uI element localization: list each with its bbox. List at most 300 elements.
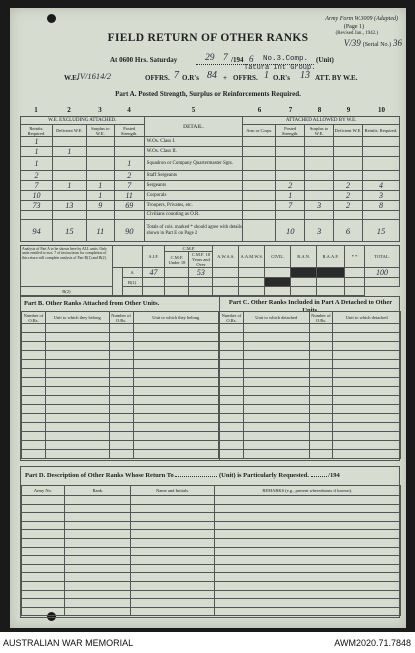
part-a-title: Part A. Posted Strength, Surplus or Reinforcements Required. [115,90,301,98]
blank-cell [45,351,109,360]
value-cell [334,211,363,220]
part-c-title: Part C. Other Ranks Included in Part A Detached to Other Units. [228,299,393,314]
totals-label: Totals of cols. marked * should agree with details shown in Part E on Page 2 [144,220,243,242]
footer-institution: AUSTRALIAN WAR MEMORIAL [3,638,134,648]
part-bc-box [20,296,400,461]
blank-cell [45,405,109,414]
blank-cell [65,590,131,599]
blank-cell [243,396,309,405]
value-cell: 7 [276,201,305,211]
analysis-cell [345,268,365,278]
blank-cell [45,441,109,450]
blank-cell [65,521,131,530]
blank-cell [131,564,215,573]
value-cell [52,171,86,181]
column-number: 5 [191,106,196,114]
footer-accession: AWM2020.71.7848 [334,638,411,648]
value-cell [243,147,276,157]
blank-cell [309,396,333,405]
analysis-cell [265,278,291,287]
part-d-title: Part D. Description of Other Ranks Whose Return To (Unit) is Particularly Requested. /194 [25,472,340,479]
value-cell [86,171,114,181]
value-cell [276,147,305,157]
column-header: Number of O.Rs. [109,312,133,324]
value-cell [363,171,400,181]
value-cell [363,137,400,147]
value-cell [305,157,334,171]
value-cell [276,157,305,171]
analysis-cell [265,268,291,278]
blank-cell [21,573,65,582]
part-a-table [20,116,400,242]
column-number: 9 [346,106,351,114]
blank-cell [45,324,109,333]
blank-cell [133,342,219,351]
blank-cell [22,333,46,342]
blank-cell [215,590,401,599]
plus-sign: + [223,74,227,82]
value-cell [243,181,276,191]
value-cell [334,147,363,157]
value-cell [334,137,363,147]
blank-cell [109,378,133,387]
value-cell: 10 [21,191,53,201]
analysis-cell [239,287,265,296]
column-header: Posted Strength. [276,125,305,137]
column-header: Deficient W.E. [334,125,363,137]
value-cell [114,137,144,147]
blank-cell [309,333,333,342]
blank-cell [109,387,133,396]
blank-cell [109,405,133,414]
value-cell [21,211,53,220]
blank-cell [131,581,215,590]
blank-cell [215,573,401,582]
value-cell: 3 [363,191,400,201]
value-cell [334,157,363,171]
blank-cell [333,351,401,360]
blank-cell [109,360,133,369]
value-cell [86,147,114,157]
blank-cell [333,423,401,432]
analysis-cell [122,287,142,296]
row-detail-label: Squadron or Company Quartermaster Sgts. [144,157,243,171]
column-header: Deficient W.E. [52,125,86,137]
blank-cell [21,521,65,530]
column-number: 4 [127,106,131,114]
serial-number: V/39 (Serial No.) 36 [343,38,402,48]
analysis-header: * * [345,246,365,268]
blank-cell [220,414,244,423]
total-cell [243,220,276,242]
blank-cell [333,441,401,450]
analysis-header: C.M.F. [165,246,213,252]
column-header: Arm or Corps. [243,125,276,137]
column-header: Surplus to W.E. [305,125,334,137]
blank-cell [220,423,244,432]
blank-cell [220,450,244,459]
blank-cell [133,432,219,441]
blank-cell [243,405,309,414]
blank-cell [45,378,109,387]
blank-cell [133,423,219,432]
blank-cell [21,513,65,522]
blank-cell [243,423,309,432]
blank-cell [243,387,309,396]
att-by-we-label: ATT. BY W.E. [315,74,358,82]
blank-cell [333,369,401,378]
column-header: Reinfts. Required. [21,125,53,137]
at-hours-label: At 0600 Hrs. Saturday [110,56,178,64]
blank-cell [65,556,131,565]
value-cell: 1 [21,157,53,171]
column-header: Surplus to W.E. [86,125,114,137]
analysis-table [20,245,400,296]
blank-cell [45,450,109,459]
analysis-header: C.M.F. 18 Years and Over [189,252,213,268]
offrs-value: 7 [174,70,179,81]
ors-label: O.R's [182,74,199,82]
blank-cell [220,405,244,414]
page-number: (Page 1) [343,24,364,30]
column-number: 6 [257,106,262,114]
value-cell: 1 [52,147,86,157]
analysis-cell [345,278,365,287]
blank-cell [21,496,65,505]
blank-cell [215,513,401,522]
ors2-value: 13 [300,70,310,81]
value-cell: 1 [21,147,53,157]
blank-cell [309,360,333,369]
analysis-cell [189,287,213,296]
blank-cell [133,351,219,360]
blank-cell [333,342,401,351]
value-cell: 7 [21,181,53,191]
value-cell [305,171,334,181]
row-detail-label: W.Os. Class I. [144,137,243,147]
analysis-cell [165,287,189,296]
column-number: 10 [378,106,385,114]
value-cell: 69 [114,201,144,211]
blank-cell [65,504,131,513]
blank-cell [333,414,401,423]
blank-cell [220,333,244,342]
value-cell: 1 [276,191,305,201]
value-cell [52,191,86,201]
analysis-header: C.M.F. Under 18 [165,252,189,268]
analysis-cell [189,278,213,287]
blank-cell [131,573,215,582]
analysis-row-label: B(2) [21,287,113,296]
value-cell: 1 [86,181,114,191]
value-cell [334,171,363,181]
unit-group: Tatura Int Group. [244,64,316,72]
part-b-title: Part B. Other Ranks Attached from Other Units. [24,300,160,307]
analysis-row-label: B(1) [122,278,142,287]
table-cell [112,246,142,268]
blank-cell [22,423,46,432]
blank-cell [131,496,215,505]
analysis-cell [317,268,345,278]
blank-cell [215,504,401,513]
blank-cell [21,530,65,539]
analysis-cell [239,268,265,278]
blank-cell [109,423,133,432]
blank-cell [65,607,131,616]
blank-cell [333,333,401,342]
blank-cell [215,547,401,556]
part-d-box [20,466,400,618]
offrs2-value: 1 [264,70,269,81]
blank-cell [309,324,333,333]
ors2-label: O.R's [273,74,290,82]
blank-cell [243,351,309,360]
value-cell: 1 [52,181,86,191]
value-cell [305,181,334,191]
value-cell [114,147,144,157]
blank-cell [220,396,244,405]
blank-cell [333,396,401,405]
row-detail-label: Corporals [144,191,243,201]
column-header: Reinfts. Required. [363,125,400,137]
analysis-header: A.I.F. [142,246,165,268]
blank-cell [131,513,215,522]
blank-cell [333,405,401,414]
blank-cell [133,378,219,387]
blank-cell [220,432,244,441]
blank-cell [215,564,401,573]
total-cell: 10 [276,220,305,242]
blank-cell [333,378,401,387]
blank-cell [109,324,133,333]
blank-cell [133,387,219,396]
blank-cell [243,378,309,387]
value-cell [305,147,334,157]
value-cell [86,157,114,171]
blank-cell [65,513,131,522]
analysis-header: R.A.N. [291,246,317,268]
blank-cell [22,351,46,360]
analysis-cell [345,287,365,296]
blank-cell [215,530,401,539]
analysis-cell [365,278,400,287]
value-cell [363,211,400,220]
offrs2-label: OFFRS. [233,74,258,82]
analysis-cell [142,287,165,296]
blank-cell [22,396,46,405]
blank-cell [65,564,131,573]
we-label: W.E. [64,74,79,82]
value-cell: 2 [21,171,53,181]
blank-cell [45,423,109,432]
blank-cell [215,556,401,565]
analysis-cell [291,278,317,287]
blank-cell [220,378,244,387]
blank-cell [309,378,333,387]
analysis-note: Analysis of Part A to be shown here by ALL units. Only units entitled to m.n. 7 of instructions for completion of this return will complete analysis of Part B(1) and B(2). [21,246,113,287]
total-cell: 94 [21,220,53,242]
analysis-cell [265,287,291,296]
blank-cell [133,405,219,414]
analysis-cell [317,278,345,287]
blank-cell [65,581,131,590]
value-cell [243,191,276,201]
blank-cell [65,547,131,556]
blank-cell [109,342,133,351]
value-cell: 2 [114,171,144,181]
analysis-cell: 100 [365,268,400,278]
value-cell: 73 [21,201,53,211]
value-cell [305,211,334,220]
analysis-cell [213,278,239,287]
revision-note: (Revised Jan., 1942.) [335,31,378,36]
total-cell: 11 [86,220,114,242]
blank-cell [309,423,333,432]
analysis-cell [317,287,345,296]
blank-cell [133,396,219,405]
value-cell [52,157,86,171]
blank-cell [309,450,333,459]
row-detail-label: Civilians counting as O.R. [144,211,243,220]
blank-cell [309,432,333,441]
value-cell [243,211,276,220]
value-cell [305,137,334,147]
analysis-cell [213,287,239,296]
total-cell: 6 [334,220,363,242]
value-cell: 2 [334,181,363,191]
value-cell [276,171,305,181]
year-digit: 6 [249,54,254,64]
year-prefix: /194 [231,56,244,64]
value-cell: 1 [21,137,53,147]
value-cell [243,137,276,147]
column-header: Name and Initials. [131,486,215,496]
analysis-cell: 53 [189,268,213,278]
row-detail-label: W.Os. Class II. [144,147,243,157]
blank-cell [21,538,65,547]
total-cell: 90 [114,220,144,242]
value-cell: 8 [363,201,400,211]
blank-cell [243,369,309,378]
blank-cell [309,369,333,378]
blank-cell [45,387,109,396]
blank-cell [215,521,401,530]
analysis-cell [165,268,189,278]
blank-cell [333,432,401,441]
blank-cell [109,369,133,378]
blank-cell [21,556,65,565]
unit-name: No.3.Comp. [263,55,309,63]
value-cell: 1 [86,191,114,201]
blank-cell [131,530,215,539]
total-cell: 15 [52,220,86,242]
blank-cell [243,333,309,342]
analysis-header: TOTAL. [365,246,400,268]
blank-cell [65,538,131,547]
blank-cell [309,342,333,351]
value-cell: 2 [334,191,363,201]
we-excluding-header: W.E. EXCLUDING ATTACHED. [21,117,145,125]
blank-cell [109,333,133,342]
offrs-label: OFFRS. [145,74,170,82]
value-cell: 2 [334,201,363,211]
value-cell [276,137,305,147]
blank-cell [109,432,133,441]
blank-cell [333,360,401,369]
blank-cell [220,387,244,396]
blank-cell [309,351,333,360]
blank-cell [220,351,244,360]
blank-cell [243,441,309,450]
blank-cell [22,432,46,441]
part-b-table [21,311,219,459]
blank-cell [215,496,401,505]
blank-cell [220,342,244,351]
analysis-cell [142,278,165,287]
blank-cell [22,387,46,396]
blank-cell [215,538,401,547]
blank-cell [45,396,109,405]
blank-cell [65,496,131,505]
value-cell: 2 [276,181,305,191]
blank-cell [21,590,65,599]
value-cell: 13 [52,201,86,211]
blank-cell [109,414,133,423]
analysis-cell: 47 [142,268,165,278]
column-header: REMARKS (e.g., present whereabouts if known). [215,486,401,496]
blank-cell [133,450,219,459]
blank-cell [131,607,215,616]
analysis-cell [291,287,317,296]
row-detail-label: Troopers, Privates, etc. [144,201,243,211]
blank-cell [133,369,219,378]
we-value: IV/1614/2 [77,71,111,81]
blank-cell [133,360,219,369]
blank-cell [243,414,309,423]
blank-cell [243,360,309,369]
column-number: 8 [317,106,322,114]
blank-cell [131,590,215,599]
column-header: Rank. [65,486,131,496]
value-cell: 4 [363,181,400,191]
blank-cell [22,342,46,351]
blank-cell [65,599,131,608]
form-title: FIELD RETURN OF OTHER RANKS [107,32,309,44]
blank-cell [65,530,131,539]
archive-footer [0,632,415,653]
blank-cell [22,441,46,450]
blank-cell [45,414,109,423]
blank-cell [243,324,309,333]
blank-cell [22,378,46,387]
value-cell [86,211,114,220]
blank-cell [215,599,401,608]
blank-cell [45,432,109,441]
blank-cell [109,441,133,450]
blank-cell [22,414,46,423]
blank-cell [215,581,401,590]
blank-cell [131,504,215,513]
blank-cell [309,405,333,414]
blank-cell [131,547,215,556]
blank-cell [21,581,65,590]
part-c-table [219,311,401,459]
column-header: Unit to which they belong [45,312,109,324]
blank-cell [133,333,219,342]
column-header: Unit to which they belong [133,312,219,324]
analysis-row-label: A [122,268,142,278]
analysis-header: A.W.A.S. [213,246,239,268]
